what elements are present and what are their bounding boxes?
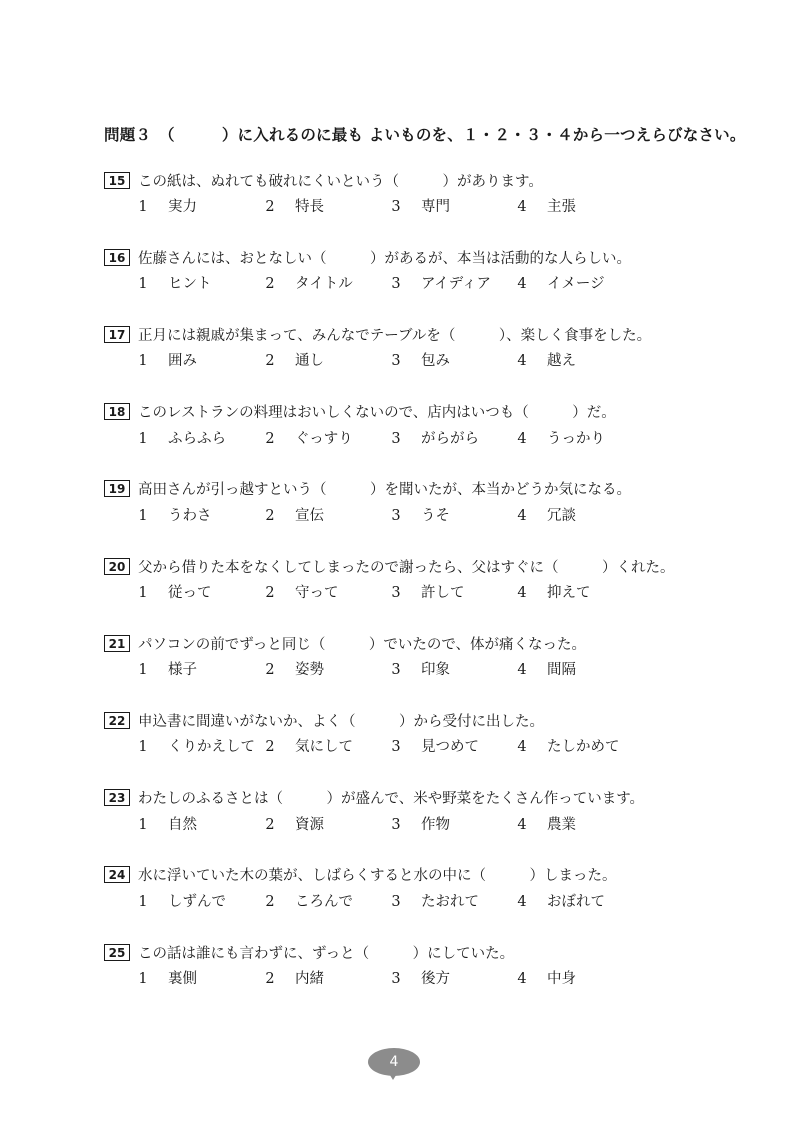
question-line — [104, 322, 651, 346]
option-text: 従って — [168, 585, 212, 601]
option-text: うっかり — [547, 430, 605, 447]
option-number: 3 — [391, 430, 401, 447]
answer-option[interactable] — [383, 504, 450, 525]
answer-option[interactable] — [257, 890, 353, 911]
question-line — [104, 477, 631, 501]
question-text: 父から借りた本をなくしてしまったので謝ったら、父はすぐに（ ）くれた。 — [138, 559, 675, 576]
question-number: 24 — [104, 866, 130, 883]
answer-option[interactable] — [257, 427, 353, 448]
option-number: 3 — [391, 353, 401, 370]
option-text: たしかめて — [547, 739, 620, 756]
option-number: 1 — [138, 739, 148, 756]
option-text: くりかえして — [168, 739, 255, 756]
option-number: 1 — [138, 353, 148, 370]
question-text: わたしのふるさとは（ ）が盛んで、米や野菜をたくさん作っています。 — [138, 791, 645, 808]
question-number: 23 — [104, 789, 130, 806]
question-number: 19 — [104, 480, 130, 497]
option-text: 自然 — [168, 816, 197, 833]
option-text: うわさ — [168, 507, 212, 524]
answer-option[interactable] — [257, 735, 353, 756]
question-number: 16 — [104, 249, 130, 266]
option-text: イメージ — [547, 276, 605, 293]
question-line — [104, 863, 617, 887]
answer-option[interactable] — [130, 504, 212, 525]
question-number: 25 — [104, 944, 130, 961]
question-text: 佐藤さんには、おとなしい（ ）があるが、本当は活動的な人らしい。 — [138, 250, 631, 267]
option-number: 2 — [265, 739, 275, 756]
answer-option[interactable] — [130, 427, 226, 448]
answer-option[interactable] — [383, 735, 479, 756]
option-number: 1 — [138, 893, 148, 910]
answer-option[interactable] — [383, 195, 450, 216]
question-line — [104, 168, 543, 192]
option-text: しずんで — [168, 893, 226, 910]
option-text: 実力 — [168, 199, 197, 215]
answer-option[interactable] — [257, 581, 339, 602]
option-number: 3 — [391, 199, 401, 215]
answer-option[interactable] — [383, 349, 450, 370]
question-text: 高田さんが引っ越すという（ ）を聞いたが、本当かどうか気になる。 — [138, 482, 631, 499]
option-number: 1 — [138, 199, 148, 215]
option-text: 間隔 — [547, 662, 576, 679]
answer-options — [104, 272, 744, 298]
question-text: パソコンの前でずっと同じ（ ）でいたので、体が痛くなった。 — [138, 636, 587, 653]
page-badge-tail — [388, 1072, 398, 1080]
answer-option[interactable] — [130, 349, 197, 370]
option-text: 包み — [421, 353, 450, 370]
option-text: 宣伝 — [295, 507, 324, 524]
option-number: 4 — [517, 662, 527, 679]
question-number: 18 — [104, 403, 130, 420]
answer-option[interactable] — [509, 735, 620, 756]
option-number: 1 — [138, 507, 148, 524]
option-number: 3 — [391, 507, 401, 524]
answer-option[interactable] — [130, 658, 197, 679]
question-number: 15 — [104, 172, 130, 189]
answer-option[interactable] — [509, 504, 576, 525]
question-text: この話は誰にも言わずに、ずっと（ ）にしていた。 — [138, 945, 515, 962]
option-text: 印象 — [421, 662, 450, 679]
answer-options — [104, 735, 744, 761]
question-line — [104, 786, 644, 810]
question-line — [104, 708, 544, 732]
question-line — [104, 940, 514, 964]
option-text: がらがら — [421, 430, 479, 447]
option-number: 2 — [265, 662, 275, 679]
option-number: 1 — [138, 585, 148, 601]
instruction-heading: 問題３ （ ）に入れるのに最も よいものを、１・２・３・４から一つえらびなさい。 — [104, 126, 746, 144]
option-number: 3 — [391, 585, 401, 601]
option-text: 専門 — [421, 199, 450, 215]
answer-option[interactable] — [257, 658, 324, 679]
option-text: 内緒 — [295, 971, 324, 987]
option-number: 2 — [265, 585, 275, 601]
option-text: 様子 — [168, 662, 197, 679]
option-number: 2 — [265, 199, 275, 215]
option-number: 3 — [391, 662, 401, 679]
answer-option[interactable] — [257, 195, 324, 216]
answer-options — [104, 504, 744, 530]
option-number: 4 — [517, 353, 527, 370]
option-text: ふらふら — [168, 430, 226, 447]
answer-option[interactable] — [383, 658, 450, 679]
option-text: 農業 — [547, 816, 576, 833]
answer-options — [104, 195, 744, 221]
answer-option[interactable] — [383, 967, 450, 988]
answer-options — [104, 581, 744, 607]
answer-option[interactable] — [383, 272, 491, 293]
answer-options — [104, 890, 744, 916]
option-text: 通し — [295, 353, 324, 370]
option-text: 資源 — [295, 816, 324, 833]
option-number: 1 — [138, 662, 148, 679]
answer-option[interactable] — [130, 581, 212, 602]
question-number: 22 — [104, 712, 130, 729]
option-number: 3 — [391, 893, 401, 910]
answer-option[interactable] — [130, 735, 255, 756]
answer-option[interactable] — [130, 890, 226, 911]
answer-option[interactable] — [509, 813, 576, 834]
option-text: おぼれて — [547, 893, 605, 910]
option-text: 後方 — [421, 971, 450, 987]
question-text: 申込書に間違いがないか、よく（ ）から受付に出した。 — [138, 713, 544, 730]
option-number: 2 — [265, 353, 275, 370]
answer-option[interactable] — [130, 272, 212, 293]
answer-options — [104, 658, 744, 684]
option-number: 4 — [517, 739, 527, 756]
option-number: 3 — [391, 739, 401, 756]
option-text: 作物 — [421, 816, 450, 833]
page-number-badge: 4 — [368, 1048, 420, 1076]
question-number: 17 — [104, 326, 130, 343]
answer-option[interactable] — [130, 813, 197, 834]
answer-option[interactable] — [257, 349, 324, 370]
option-number: 4 — [517, 507, 527, 524]
option-text: うそ — [421, 507, 450, 524]
question-number: 21 — [104, 635, 130, 652]
answer-options — [104, 349, 744, 375]
option-text: 気にして — [295, 739, 353, 756]
answer-option[interactable] — [257, 272, 353, 293]
option-number: 4 — [517, 971, 527, 987]
answer-option[interactable] — [509, 967, 576, 988]
answer-option[interactable] — [509, 890, 605, 911]
option-text: ヒント — [168, 276, 212, 293]
option-number: 2 — [265, 507, 275, 524]
option-text: ころんで — [295, 893, 353, 910]
option-text: 見つめて — [421, 739, 479, 756]
option-text: 中身 — [547, 971, 576, 987]
option-number: 4 — [517, 276, 527, 293]
answer-option[interactable] — [383, 890, 479, 911]
answer-option[interactable] — [509, 427, 605, 448]
option-number: 4 — [517, 199, 527, 215]
answer-option[interactable] — [509, 349, 576, 370]
option-number: 1 — [138, 971, 148, 987]
option-text: タイトル — [295, 276, 353, 293]
option-number: 1 — [138, 816, 148, 833]
option-number: 2 — [265, 276, 275, 293]
option-text: 裏側 — [168, 971, 197, 987]
question-item — [104, 940, 744, 1030]
option-number: 3 — [391, 816, 401, 833]
option-text: 越え — [547, 353, 576, 370]
option-text: 冗談 — [547, 507, 576, 524]
option-text: 特長 — [295, 199, 324, 215]
question-line — [104, 245, 631, 269]
question-text: この紙は、ぬれても破れにくいという（ ）があります。 — [138, 173, 543, 190]
option-number: 2 — [265, 971, 275, 987]
option-number: 3 — [391, 971, 401, 987]
question-line — [104, 554, 675, 578]
answer-option[interactable] — [509, 272, 605, 293]
question-text: 水に浮いていた木の葉が、しばらくすると水の中に（ ）しまった。 — [138, 868, 617, 885]
option-number: 2 — [265, 893, 275, 910]
option-text: 抑えて — [547, 585, 591, 601]
question-number: 20 — [104, 558, 130, 575]
option-number: 1 — [138, 276, 148, 293]
answer-option[interactable] — [130, 195, 197, 216]
answer-option[interactable] — [509, 658, 576, 679]
answer-option[interactable] — [509, 195, 576, 216]
answer-options — [104, 813, 744, 839]
answer-option[interactable] — [257, 967, 324, 988]
answer-option[interactable] — [257, 504, 324, 525]
option-text: 許して — [421, 585, 465, 601]
question-text: このレストランの料理はおいしくないので、店内はいつも（ ）だ。 — [138, 405, 616, 422]
answer-option[interactable] — [509, 581, 591, 602]
option-text: 守って — [295, 585, 339, 601]
option-number: 2 — [265, 430, 275, 447]
answer-options — [104, 967, 744, 993]
answer-option[interactable] — [383, 813, 450, 834]
answer-option[interactable] — [383, 427, 479, 448]
question-line — [104, 400, 616, 424]
option-number: 4 — [517, 893, 527, 910]
option-text: 主張 — [547, 199, 576, 215]
answer-option[interactable] — [257, 813, 324, 834]
answer-option[interactable] — [383, 581, 465, 602]
option-text: たおれて — [421, 893, 479, 910]
option-number: 4 — [517, 585, 527, 601]
question-text: 正月には親戚が集まって、みんなでテーブルを（ ）、楽しく食事をした。 — [138, 327, 652, 344]
option-text: 姿勢 — [295, 662, 324, 679]
option-text: アイディア — [421, 276, 492, 293]
option-number: 2 — [265, 816, 275, 833]
option-text: ぐっすり — [295, 430, 353, 447]
option-number: 4 — [517, 430, 527, 447]
option-number: 4 — [517, 816, 527, 833]
answer-options — [104, 427, 744, 453]
question-line — [104, 631, 586, 655]
option-text: 囲み — [168, 353, 197, 370]
answer-option[interactable] — [130, 967, 197, 988]
option-number: 3 — [391, 276, 401, 293]
option-number: 1 — [138, 430, 148, 447]
